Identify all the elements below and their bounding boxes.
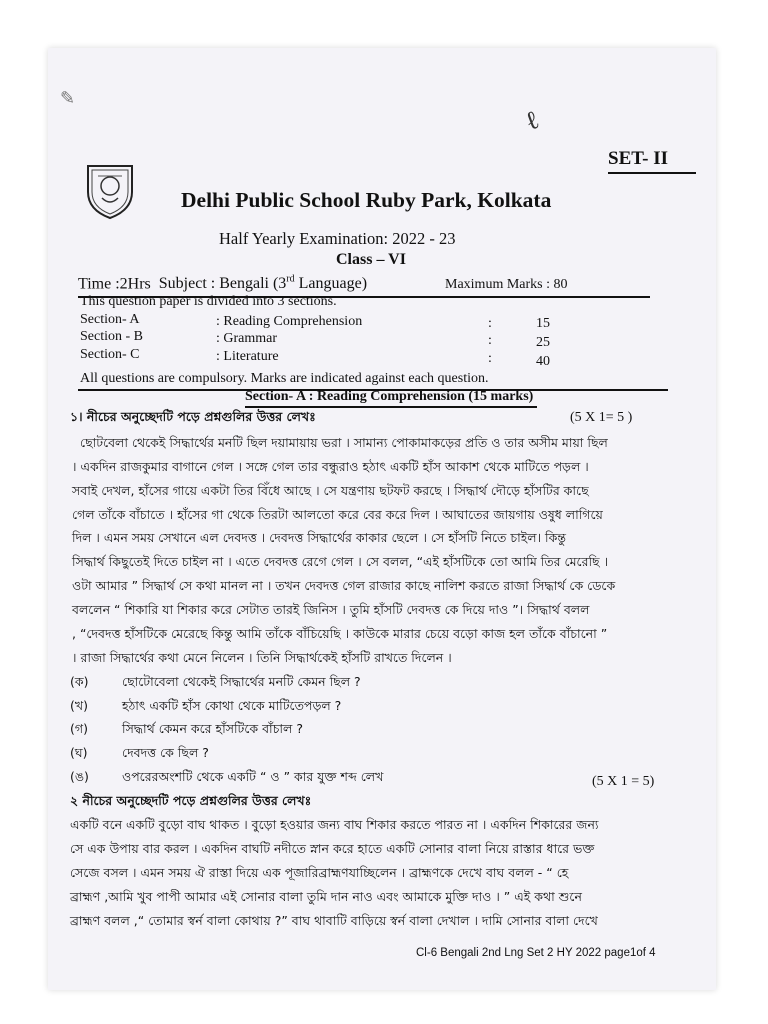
q2-passage-line: ব্রাহ্মণ ,আমি খুব পাপী আমার এই সোনার বালা তুমি দান নাও এবং আমাকে মুক্তি দাও । ” এই কথা শুনে (70, 889, 582, 904)
school-logo-icon (84, 162, 136, 220)
q1-question-label: (খ) (70, 698, 88, 713)
q1-question-label: (ক) (70, 674, 89, 689)
q1-question-text: হঠাৎ একটি হাঁস কোথা থেকে মাটিতেপড়ল ? (122, 698, 342, 713)
q1-passage-line: , “দেবদত্ত হাঁসটিকে মেরেছে কিন্তু আমি তাঁকে বাঁচিয়েছি । কাউকে মারার চেয়ে বড়ো কাজ হল তাঁকে বাঁচানো ” (72, 626, 608, 641)
q2-passage-line: একটি বনে একটি বুড়ো বাঘ থাকত । বুড়ো হওয়ার জন্য বাঘ শিকার করতে পারত না । একদিন শিকারের জন্য (70, 817, 599, 832)
q2-passage-line: ব্রাহ্মণ বলল ,“ তোমার স্বর্ন বালা কোথায় ?” বাঘ থাবাটি বাড়িয়ে স্বর্ন বালা দেখাল । দামি সোনার বালা দেখে (70, 913, 598, 928)
max-marks: Maximum Marks : 80 (445, 277, 568, 292)
instructions-note: All questions are compulsory. Marks are indicated against each question. (80, 371, 489, 386)
page-footer: Cl-6 Bengali 2nd Lng Set 2 HY 2022 page1of 4 (416, 947, 656, 959)
q1-passage-line: ওটা আমার ” সিদ্ধার্থ সে কথা মানল না । তখন দেবদত্ত গেল রাজার কাছে নালিশ করতে রাজা সিদ্ধার্থ কে ডেকে (72, 578, 616, 593)
signature-mark-icon: ℓ (521, 104, 544, 138)
q1-question-label: (গ) (70, 721, 88, 736)
time-label: Time :2Hrs (78, 275, 151, 293)
q2-title: ২ নীচের অনুচ্ছেদটি পড়ে প্রশ্নগুলির উত্তর লেখঃ (70, 793, 312, 808)
q2-passage-line: সে এক উপায় বার করল । একদিন বাঘটি নদীতে স্নান করে হাতে একটি সোনার বালা নিয়ে রাস্তার ধারে ভক্ত (70, 841, 595, 856)
section-a-marks: 15 (536, 316, 550, 331)
q1-passage-line: ছোটবেলা থেকেই সিদ্ধার্থের মনটি ছিল দয়ামায়ায় ভরা । সামান্য পোকামাকড়ের প্রতি ও তার অসীম মায়া ছিল (80, 435, 608, 450)
q1-passage-line: দিল । এমন সময় সেখানে এল দেবদত্ত । দেবদত্ত সিদ্ধার্থের কাকার ছেলে । সে হাঁসটি নিতে চাইল। কিন্তু (72, 530, 566, 545)
section-a-underline (245, 406, 537, 408)
q1-passage-line: । একদিন রাজকুমার বাগানে গেল । সঙ্গে গেল তার বন্ধুরাও হঠাৎ একটি হাঁস আকাশ থেকে মাটিতে পড়ল । (72, 459, 589, 474)
q1-marks: (5 X 1= 5 ) (570, 410, 633, 425)
q1-passage-line: । রাজা সিদ্ধার্থের কথা মেনে নিলেন । তিনি সিদ্ধার্থকেই হাঁসটি রাখতে দিলেন । (72, 650, 452, 665)
q2-marks: (5 X 1 = 5) (592, 774, 655, 789)
school-name: Delhi Public School Ruby Park, Kolkata (181, 188, 552, 212)
q1-passage-line: সবাই দেখল, হাঁসের গায়ে একটা তির বিঁধে আছে । সে যন্ত্রণায় ছটফট করছে । সিদ্ধার্থ দৌড়ে হাঁসটির কাছে (72, 483, 589, 498)
q2-passage-line: সেজে বসল । এমন সময় ঐ রাস্তা দিয়ে এক পূজারিব্রাহ্মণযাচ্ছিলেন । ব্রাহ্মণকে দেখে বাঘ বলল - “ হে (70, 865, 569, 880)
section-c-marks: 40 (536, 354, 550, 369)
section-b-colon: : (488, 333, 492, 348)
instructions-intro: This question paper is divided into 3 sections. (80, 294, 337, 309)
set-label: SET- II (608, 148, 669, 169)
section-c-name: Section- C (80, 347, 140, 362)
corner-scribble-icon: ✎ (60, 88, 76, 109)
section-c-colon: : (488, 351, 492, 366)
q1-question-text: সিদ্ধার্থ কেমন করে হাঁসটিকে বাঁচাল ? (122, 721, 303, 736)
set-underline (608, 172, 696, 174)
q1-question-text: ছোটোবেলা থেকেই সিদ্ধার্থের মনটি কেমন ছিল ? (122, 674, 361, 689)
section-b-desc: : Grammar (216, 331, 278, 346)
section-a-desc: : Reading Comprehension (216, 314, 363, 329)
section-a-colon: : (488, 316, 492, 331)
q1-question-label: (ঙ) (70, 769, 89, 784)
q1-passage-line: সিদ্ধার্থ কিছুতেই দিতে চাইল না । এতে দেবদত্ত রেগে গেল । সে বলল, “এই হাঁসটিকে তো আমি তির মেরেছি । (72, 554, 609, 569)
q1-title: ১। নীচের অনুচ্ছেদটি পড়ে প্রশ্নগুলির উত্তর লেখঃ (70, 409, 316, 424)
class-label: Class – VI (336, 251, 406, 268)
q1-question-text: দেবদত্ত কে ছিল ? (122, 745, 209, 760)
section-a-title: Section- A : Reading Comprehension (15 marks) (245, 389, 534, 404)
section-c-desc: : Literature (216, 349, 279, 364)
q1-passage-line: গেল তাঁকে বাঁচাতে । হাঁসের গা থেকে তিরটা আলতো করে বের করে দিল । আঘাতের জায়গায় ওষুধ লাগিয়ে (72, 507, 603, 522)
section-a-name: Section- A (80, 312, 140, 327)
q1-question-text: ওপরেরঅংশটি থেকে একটি “ ও ” কার যুক্ত শব্দ লেখ (122, 769, 384, 784)
section-b-marks: 25 (536, 335, 550, 350)
exam-title: Half Yearly Examination: 2022 - 23 (219, 229, 456, 248)
subject-label: Subject : Bengali (3rd Language) (158, 274, 368, 293)
section-b-name: Section - B (80, 329, 143, 344)
q1-question-label: (ঘ) (70, 745, 88, 760)
time-subject-line (78, 274, 367, 293)
q1-passage-line: বললেন “ শিকারি যা শিকার করে সেটাত তারই জিনিস । তুমি হাঁসটি দেবদত্ত কে দিয়ে দাও ”। সিদ্ধার্থ বলল (72, 602, 590, 617)
exam-paper-page (48, 48, 716, 990)
